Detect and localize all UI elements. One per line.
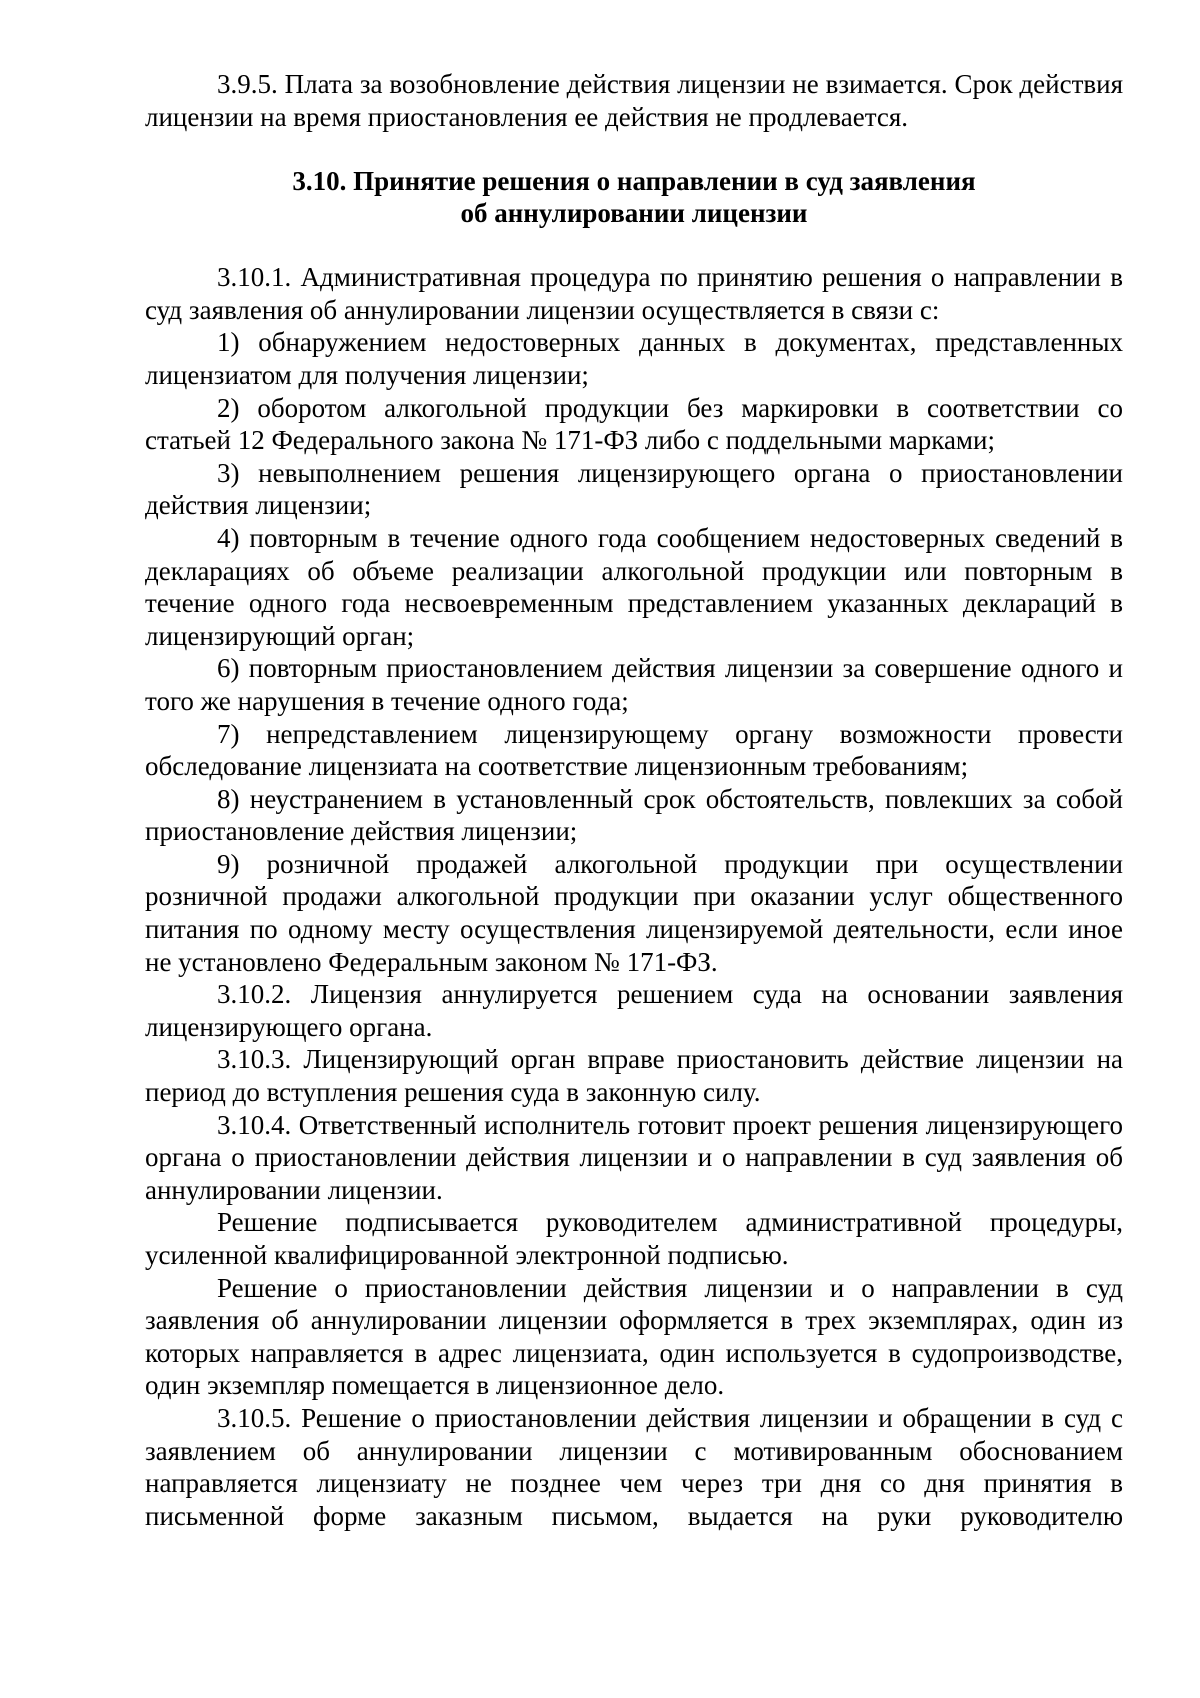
paragraph-3-9-5: 3.9.5. Плата за возобновление действия лицензии не взимается. Срок действия лицензии на время приостановления ее действия не продлевается. bbox=[145, 69, 1123, 132]
document-page bbox=[145, 68, 1123, 1532]
list-item-9: 9) розничной продажей алкогольной продукции при осуществлении розничной продажи алкогольной продукции при оказании услуг общественного питания по одному месту осуществления лицензируемой деятельности, если иное не установлено Федеральным законом № 171-ФЗ. bbox=[145, 848, 1123, 977]
section-heading-line-1: 3.10. Принятие решения о направлении в суд заявления bbox=[292, 166, 976, 197]
list-item-8: 8) неустранением в установленный срок обстоятельств, повлекших за собой приостановление действия лицензии; bbox=[145, 783, 1123, 847]
paragraph-3-10-3: 3.10.3. Лицензирующий орган вправе приостановить действие лицензии на период до вступления решения суда в законную силу. bbox=[145, 1044, 1123, 1108]
list-item-7: 7) непредставлением лицензирующему органу возможности провести обследование лицензиата на соответствие лицензионным требованиям; bbox=[145, 718, 1123, 782]
section-heading-line-2: об аннулировании лицензии bbox=[460, 198, 808, 229]
list-item-3: 3) невыполнением решения лицензирующего органа о приостановлении действия лицензии; bbox=[145, 457, 1123, 521]
paragraph-3-10-4: 3.10.4. Ответственный исполнитель готовит проект решения лицензирующего органа о приостановлении действия лицензии и о направлении в суд заявления об аннулировании лицензии. bbox=[145, 1109, 1123, 1205]
paragraph-3-10-2: 3.10.2. Лицензия аннулируется решением суда на основании заявления лицензирующего органа. bbox=[145, 979, 1123, 1042]
paragraph-3-10-1: 3.10.1. Административная процедура по принятию решения о направлении в суд заявления об аннулировании лицензии осуществляется в связи с: bbox=[145, 262, 1123, 325]
list-item-6: 6) повторным приостановлением действия лицензии за совершение одного и того же нарушения в течение одного года; bbox=[145, 653, 1123, 716]
paragraph-3-10-5: 3.10.5. Решение о приостановлении действия лицензии и обращении в суд с заявлением об аннулировании лицензии с мотивированным обоснованием направляется лицензиату не позднее чем через три дня со дня принятия в письменной форме заказным письмом, выдается на руки руководителю bbox=[145, 1402, 1123, 1531]
paragraph-decision-signature: Решение подписывается руководителем административной процедуры, усиленной квалифицированной электронной подписью. bbox=[145, 1207, 1123, 1270]
list-item-4: 4) повторным в течение одного года сообщением недостоверных сведений в декларациях об объеме реализации алкогольной продукции или повторным в течение одного года несвоевременным представлением указанных деклараций в лицензирующий орган; bbox=[145, 522, 1123, 651]
list-item-1: 1) обнаружением недостоверных данных в документах, представленных лицензиатом для получения лицензии; bbox=[145, 327, 1123, 390]
paragraph-decision-copies: Решение о приостановлении действия лицензии и о направлении в суд заявления об аннулировании лицензии оформляется в трех экземплярах, один из которых направляется в адрес лицензиата, один используется в судопроизводстве, один экземпляр помещается в лицензионное дело. bbox=[145, 1272, 1123, 1401]
list-item-2: 2) оборотом алкогольной продукции без маркировки в соответствии со статьей 12 Федерального закона № 171-ФЗ либо с поддельными марками; bbox=[145, 392, 1123, 456]
section-heading-3-10 bbox=[145, 165, 1123, 229]
